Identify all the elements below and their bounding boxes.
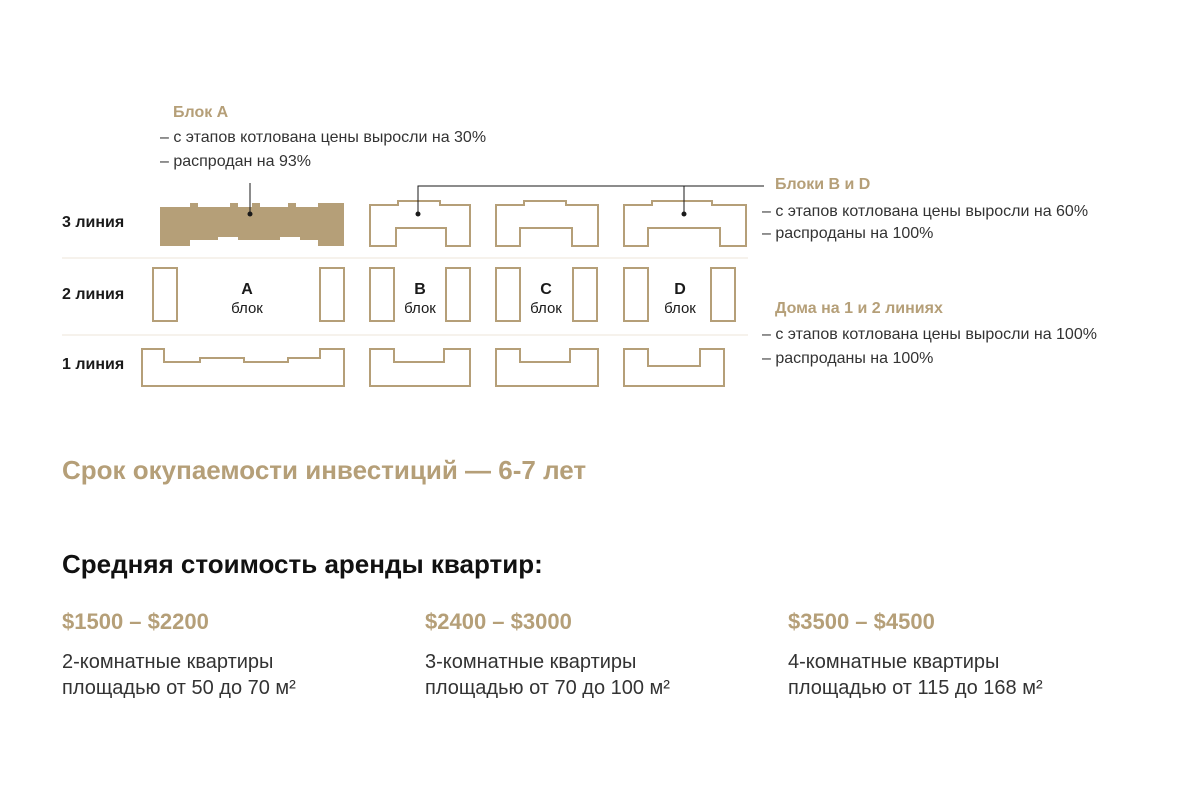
rent-desc-line: 2-комнатные квартиры — [62, 651, 274, 673]
block-a-note-line: – распродан на 93% — [160, 153, 311, 170]
rent-desc-line: площадью от 115 до 168 м² — [788, 677, 1043, 699]
block-label-word: блок — [664, 300, 696, 317]
rent-desc-line: 4-комнатные квартиры — [788, 651, 1000, 673]
block-label-letter: C — [540, 281, 552, 298]
lines-12-note-line: – распроданы на 100% — [762, 350, 934, 367]
tower-line2 — [320, 268, 344, 321]
rent-desc-line: 3-комнатные квартиры — [425, 651, 637, 673]
building-block-b-line1 — [370, 349, 470, 386]
block-label-word: блок — [404, 300, 436, 317]
block-a-note-title: Блок A — [173, 104, 229, 121]
lines-12-note-line: – с этапов котлована цены выросли на 100% — [762, 326, 1097, 343]
marker-dot-a — [248, 212, 253, 217]
building-block-a-line3 — [160, 203, 344, 246]
row-label-line1: 1 линия — [62, 356, 125, 373]
row-label-line3: 3 линия — [62, 214, 125, 231]
tower-line2 — [711, 268, 735, 321]
tower-line2 — [153, 268, 177, 321]
tower-line2 — [624, 268, 648, 321]
building-block-d-line1 — [624, 349, 724, 386]
rent-price: $3500 – $4500 — [788, 609, 935, 634]
building-block-a-line1 — [142, 349, 344, 386]
lines-12-note-title: Дома на 1 и 2 линиях — [775, 300, 943, 317]
rent-price: $2400 – $3000 — [425, 609, 572, 634]
blocks-bd-note-line: – распроданы на 100% — [762, 225, 934, 242]
payback-heading: Срок окупаемости инвестиций — 6-7 лет — [62, 455, 587, 485]
rent-heading: Средняя стоимость аренды квартир: — [62, 549, 543, 579]
marker-dot-b — [416, 212, 421, 217]
block-label-letter: D — [674, 281, 686, 298]
building-block-d-line3 — [624, 201, 746, 246]
block-a-note-line: – с этапов котлована цены выросли на 30% — [160, 129, 487, 146]
blocks-bd-note-line: – с этапов котлована цены выросли на 60% — [762, 203, 1089, 220]
tower-line2 — [573, 268, 597, 321]
rent-desc-line: площадью от 70 до 100 м² — [425, 677, 670, 699]
blocks-bd-note-title: Блоки B и D — [775, 176, 871, 193]
rent-desc-line: площадью от 50 до 70 м² — [62, 677, 296, 699]
row-label-line2: 2 линия — [62, 286, 125, 303]
marker-dot-d — [682, 212, 687, 217]
building-block-b-line3 — [370, 201, 470, 246]
building-block-c-line1 — [496, 349, 598, 386]
block-label-word: блок — [231, 300, 263, 317]
rent-price: $1500 – $2200 — [62, 609, 209, 634]
block-label-letter: A — [241, 281, 253, 298]
block-label-letter: B — [414, 281, 426, 298]
building-block-c-line3 — [496, 201, 598, 246]
block-label-word: блок — [530, 300, 562, 317]
